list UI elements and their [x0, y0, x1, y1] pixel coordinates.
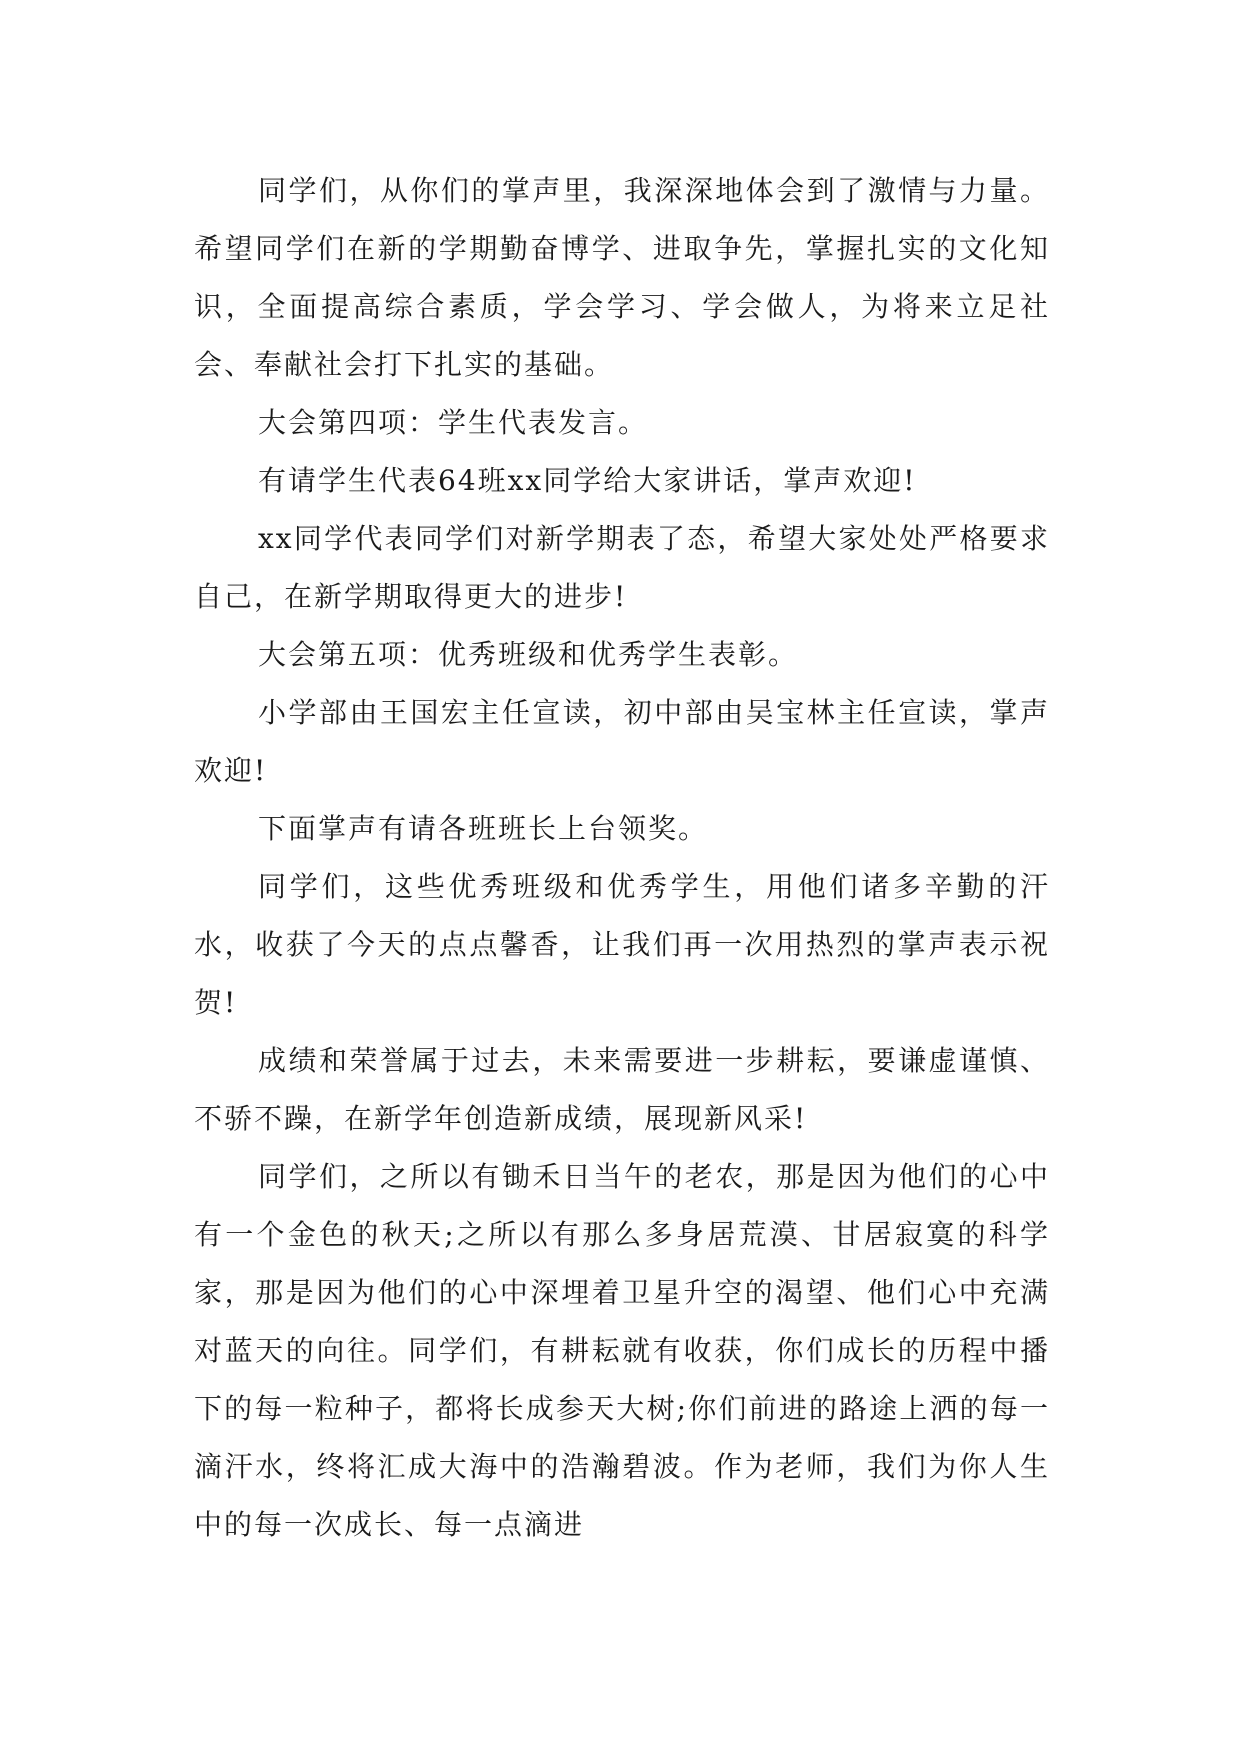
paragraph-5: 大会第五项：优秀班级和优秀学生表彰。: [258, 638, 799, 671]
paragraph-8: 同学们，这些优秀班级和优秀学生，用他们诸多辛勤的汗水，收获了今天的点点馨香，让我们再一次用热烈的掌声表示祝贺!: [194, 870, 1050, 1019]
paragraph-9: 成绩和荣誉属于过去，未来需要进一步耕耘，要谦虚谨慎、不骄不躁，在新学年创造新成绩，展现新风采!: [194, 1044, 1050, 1135]
paragraph-7: 下面掌声有请各班班长上台领奖。: [258, 812, 709, 845]
paragraph-10: 同学们，之所以有锄禾日当午的老农，那是因为他们的心中有一个金色的秋天;之所以有那么多身居荒漠、甘居寂寞的科学家，那是因为他们的心中深埋着卫星升空的渴望、他们心中充满对蓝天的向往。同学们，有耕耘就有收获，你们成长的历程中播下的每一粒种子，都将长成参天大树;你们前进的路途上洒的每一滴汗水，终将汇成大海中的浩瀚碧波。作为老师，我们为你人生中的每一次成长、每一点滴进: [194, 1160, 1050, 1541]
paragraph-4: xx同学代表同学们对新学期表了态，希望大家处处严格要求自己，在新学期取得更大的进步!: [194, 522, 1050, 613]
paragraph-3: 有请学生代表64班xx同学给大家讲话，掌声欢迎!: [258, 464, 917, 497]
paragraph-1: 同学们，从你们的掌声里，我深深地体会到了激情与力量。希望同学们在新的学期勤奋博学、进取争先，掌握扎实的文化知识，全面提高综合素质，学会学习、学会做人，为将来立足社会、奉献社会打下扎实的基础。: [194, 174, 1050, 381]
document-body: [194, 162, 1050, 1554]
paragraph-2: 大会第四项：学生代表发言。: [258, 406, 649, 439]
paragraph-6: 小学部由王国宏主任宣读，初中部由吴宝林主任宣读，掌声欢迎!: [194, 696, 1050, 787]
